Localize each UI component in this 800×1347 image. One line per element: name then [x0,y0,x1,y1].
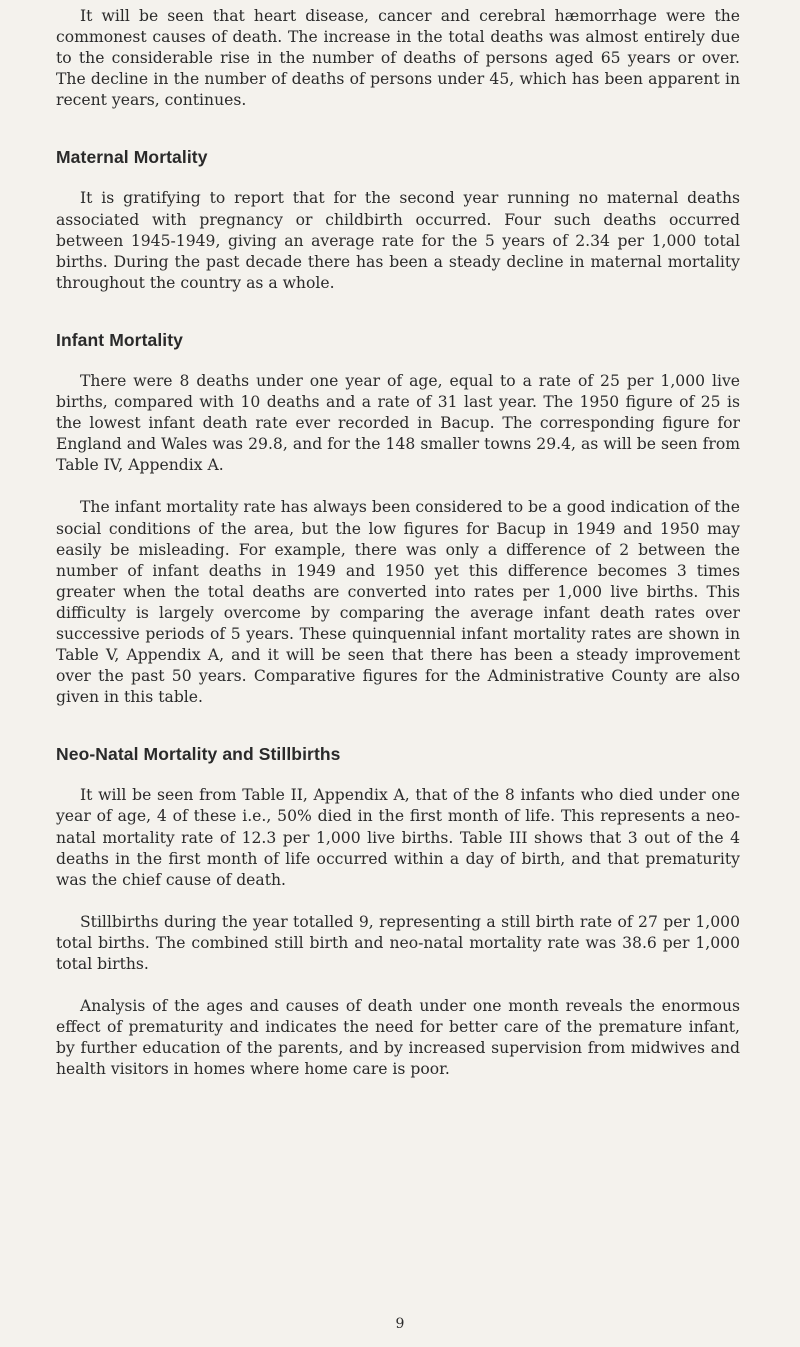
heading-maternal-mortality: Maternal Mortality [56,147,208,168]
page-number: 9 [395,1316,405,1332]
intro-paragraph: It will be seen that heart disease, cancer and cerebral hæmorrhage were the commonest causes of death. The increase in the total deaths was almost entirely due to the considerable rise in the number of deaths of persons aged 65 years or over. The decline in the number of deaths of persons under 45, which has been apparent in recent years, continues. [56,7,740,110]
infant-paragraph-1: There were 8 deaths under one year of age, equal to a rate of 25 per 1,000 live births, compared with 10 deaths and a rate of 31 last year. The 1950 figure of 25 is the lowest infant death rate ever recorded in Bacup. The corresponding figure for England and Wales was 29.8, and for the 148 smaller towns 29.4, as will be seen from Table IV, Appendix A. [56,371,740,475]
neonatal-paragraph-1: It will be seen from Table II, Appendix A, that of the 8 infants who died under one year of age, 4 of these i.e., 50% died in the first month of life. This represents a neo-natal mortality rate of 12.3 per 1,000 live births. Table III shows that 3 out of the 4 deaths in the first month of life occurred within a day of birth, and that prematurity was the chief cause of death. [56,786,740,889]
maternal-paragraph-1: It is gratifying to report that for the second year running no maternal deaths associated with pregnancy or childbirth occurred. Four such deaths occurred between 1945-1949, giving an average rate for the 5 years of 2.34 per 1,000 total births. During the past decade there has been a steady decline in maternal mortality throughout the country as a whole. [56,189,740,292]
heading-neonatal-mortality: Neo-Natal Mortality and Stillbirths [56,744,341,765]
neonatal-paragraph-3: Analysis of the ages and causes of death under one month reveals the enormous effect of prematurity and indicates the need for better care of the premature infant, by further education of the parents, and by increased supervision from midwives and health visitors in homes where home care is poor. [56,997,740,1079]
neonatal-paragraph-2: Stillbirths during the year totalled 9, representing a still birth rate of 27 per 1,000 total births. The combined still birth and neo-natal mortality rate was 38.6 per 1,000 total births. [56,912,740,973]
heading-infant-mortality: Infant Mortality [56,329,184,350]
infant-paragraph-2: The infant mortality rate has always been considered to be a good indication of the social conditions of the area, but the low figures for Bacup in 1949 and 1950 may easily be misleading. For example, there was only a difference of 2 between the number of infant deaths in 1949 and 1950 yet this difference becomes 3 times greater when the total deaths are converted into rates per 1,000 live births. This difficulty is largely overcome by comparing the average infant death rates over successive periods of 5 years. These quinquennial infant mortality rates are shown in Table V, Appendix A, and it will be seen that there has been a steady improvement over the past 50 years. Comparative figures for the Administrative County are also given in this table. [56,498,740,707]
